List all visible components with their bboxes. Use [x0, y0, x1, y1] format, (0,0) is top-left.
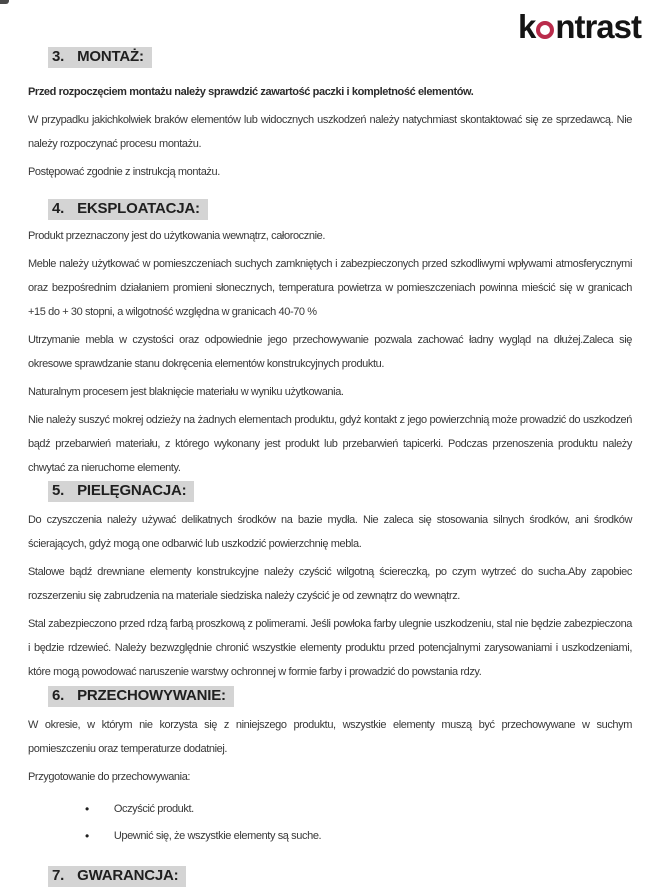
- section-title: PIELĘGNACJA:: [77, 482, 187, 499]
- section-heading-highlight: [48, 686, 234, 707]
- section-number: 7.: [52, 867, 65, 884]
- section-heading: [48, 199, 632, 220]
- brand-header: [518, 9, 641, 45]
- section-heading: [48, 686, 632, 707]
- section-number: 3.: [52, 48, 65, 65]
- paragraph: Przed rozpoczęciem montażu należy sprawdzić zawartość paczki i kompletność elementów.: [28, 86, 474, 98]
- section-title: GWARANCJA:: [77, 867, 179, 884]
- section-montaz: [28, 47, 632, 188]
- section-heading-highlight: [48, 481, 194, 502]
- paragraph: Meble należy użytkować w pomieszczeniach suchych zamkniętych i zabezpieczonych przed szkodliwymi wpływami atmosferycznymi oraz bezpośrednim działaniem promieni słonecznych, temperatura powietrza w pomieszczeniach powinna mieścić się w granicach +15 do + 30 stopni, a wilgotność względna w granicach 40-70 %: [28, 258, 632, 318]
- section-gwarancja: [28, 866, 632, 887]
- section-heading: [48, 866, 632, 887]
- section-heading: [48, 47, 632, 68]
- section-heading-highlight: [48, 47, 152, 68]
- bullet-icon: •: [85, 802, 89, 816]
- paragraph: Stalowe bądź drewniane elementy konstrukcyjne należy czyścić wilgotną ściereczką, po czym wytrzeć do sucha.Aby zapobiec rozszerzeniu się zabrudzenia na materiale siedziska należy czyścić je od zewnątrz do wewnątrz.: [28, 566, 632, 602]
- list-item: [28, 824, 632, 848]
- paragraph: Przygotowanie do przechowywania:: [28, 771, 191, 783]
- section-number: 4.: [52, 200, 65, 217]
- list-item: [28, 797, 632, 821]
- section-eksploatacja: [28, 199, 632, 484]
- paragraph: Do czyszczenia należy używać delikatnych środków na bazie mydła. Nie zaleca się stosowania silnych środków, ani środków ścierających, gdyż mogą one odbarwić lub uszkodzić powierzchnię mebla.: [28, 514, 632, 550]
- paragraph: Produkt przeznaczony jest do użytkowania wewnątrz, całorocznie.: [28, 230, 326, 242]
- preparation-list: [28, 797, 632, 848]
- scan-artifact: [0, 0, 9, 4]
- section-heading: [48, 481, 632, 502]
- logo-o-circle-icon: [536, 21, 554, 39]
- section-heading-highlight: [48, 199, 208, 220]
- section-title: EKSPLOATACJA:: [77, 200, 200, 217]
- list-item-label: Upewnić się, że wszystkie elementy są suche.: [113, 830, 322, 842]
- section-title: PRZECHOWYWANIE:: [77, 687, 226, 704]
- paragraph: Stal zabezpieczono przed rdzą farbą proszkową z polimerami. Jeśli powłoka farby ulegnie uszkodzeniu, stal nie będzie zabezpieczona i będzie rdzewieć. Należy bezwzględnie chronić wszystkie elementy produktu przed potencjalnymi zarysowaniami i uszkodzeniami, które mogą powodować naruszenie warstwy ochronnej w formie farby i prowadzić do powstania rdzy.: [28, 618, 632, 678]
- kontrast-logo: [518, 9, 641, 45]
- logo-text-after: ntrast: [555, 8, 641, 45]
- paragraph: Postępować zgodnie z instrukcją montażu.: [28, 166, 220, 178]
- paragraph: Nie należy suszyć mokrej odzieży na żadnych elementach produktu, gdyż kontakt z jego powierzchnią może prowadzić do uszkodzeń bądź przebarwień materiału, z którego wykonany jest produkt lub przebarwień tapicerki. Podczas przenoszenia produktu należy chwytać za nieruchome elementy.: [28, 414, 632, 474]
- section-heading-highlight: [48, 866, 186, 887]
- section-number: 6.: [52, 687, 65, 704]
- bullet-icon: •: [85, 829, 89, 843]
- list-item-label: Oczyścić produkt.: [113, 803, 194, 815]
- paragraph: W okresie, w którym nie korzysta się z niniejszego produktu, wszystkie elementy muszą być przechowywane w suchym pomieszczeniu oraz temperaturze dodatniej.: [28, 719, 632, 755]
- paragraph: W przypadku jakichkolwiek braków elementów lub widocznych uszkodzeń należy natychmiast skontaktować się ze sprzedawcą. Nie należy rozpoczynać procesu montażu.: [28, 114, 632, 150]
- paragraph: Utrzymanie mebla w czystości oraz odpowiednie jego przechowywanie pozwala zachować ładny wygląd na dłużej.Zaleca się okresowe sprawdzanie stanu dokręcenia elementów konstrukcyjnych produktu.: [28, 334, 632, 370]
- section-pielegnacja: [28, 481, 632, 688]
- section-title: MONTAŻ:: [77, 48, 144, 65]
- section-number: 5.: [52, 482, 65, 499]
- section-przechowywanie: [28, 686, 632, 851]
- logo-text-before: k: [517, 8, 536, 45]
- paragraph: Naturalnym procesem jest blaknięcie materiału w wyniku użytkowania.: [28, 386, 344, 398]
